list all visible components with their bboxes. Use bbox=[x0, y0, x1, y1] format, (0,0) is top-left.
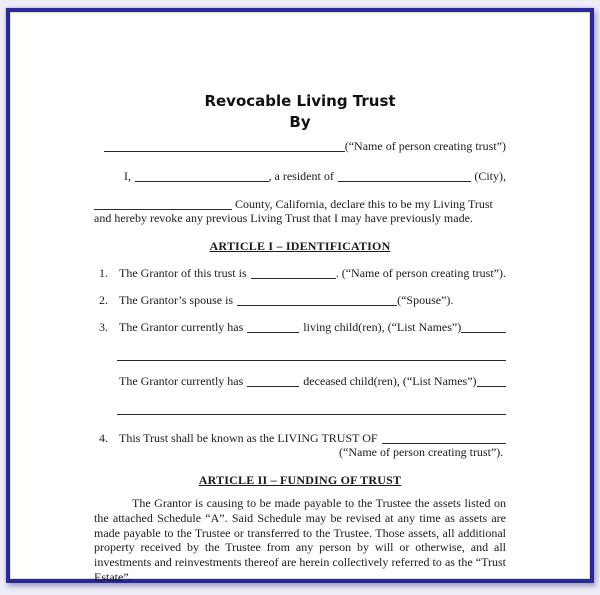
item-2-spouse-blank bbox=[237, 294, 397, 306]
item-1-label: . (“Name of person creating trust”). bbox=[335, 266, 506, 280]
item-3-label: living child(ren), (“List Names”) bbox=[303, 320, 462, 334]
county-text: County, California, declare this to be my Living Trust bbox=[235, 197, 493, 211]
item-2-text: The Grantor’s spouse is bbox=[119, 293, 234, 307]
item-3-text: The Grantor currently has bbox=[119, 320, 244, 334]
article2-heading: ARTICLE II – FUNDING OF TRUST bbox=[198, 473, 402, 487]
city-label: (City), bbox=[474, 169, 507, 183]
item-4-text: This Trust shall be known as the LIVING TRUST OF bbox=[119, 431, 378, 445]
item-3 bbox=[99, 320, 506, 334]
item-3b bbox=[99, 374, 506, 388]
grantor-name-line bbox=[94, 139, 506, 153]
declarant-i-text: I, bbox=[124, 169, 131, 183]
document-title bbox=[94, 91, 506, 133]
declarant-name-blank bbox=[135, 170, 269, 182]
county-line bbox=[94, 197, 506, 211]
revoke-line: and hereby revoke any previous Living Trust that I may have previously made. bbox=[94, 211, 473, 225]
item-1-text: The Grantor of this trust is bbox=[119, 266, 247, 280]
item-3b-label: deceased child(ren), (“List Names”) bbox=[303, 374, 477, 388]
declarant-line bbox=[94, 169, 506, 183]
item-3b-names-blank bbox=[477, 375, 506, 387]
grantor-name-blank bbox=[104, 140, 345, 152]
item-4-number: 4. bbox=[99, 431, 108, 445]
city-blank bbox=[338, 170, 472, 182]
trust-document-page bbox=[10, 12, 590, 584]
item-2-label: (“Spouse”). bbox=[397, 293, 454, 307]
county-blank bbox=[94, 198, 232, 210]
grantor-name-label: (“Name of person creating trust”) bbox=[344, 139, 506, 153]
title-line-2: By bbox=[289, 113, 311, 131]
item-3-count-blank bbox=[247, 321, 299, 333]
deceased-children-names-line bbox=[117, 414, 506, 415]
item-4 bbox=[99, 431, 506, 445]
item-4-trust-name-blank bbox=[382, 432, 506, 444]
document-frame bbox=[6, 8, 594, 583]
item-2-number: 2. bbox=[99, 293, 108, 307]
item-2 bbox=[99, 293, 506, 307]
item-1-number: 1. bbox=[99, 266, 108, 280]
resident-of-text: , a resident of bbox=[268, 169, 334, 183]
item-4-caption: (“Name of person creating trust”). bbox=[339, 445, 504, 459]
item-3b-text: The Grantor currently has bbox=[119, 374, 244, 388]
article1-items bbox=[94, 266, 506, 459]
article2-body: The Grantor is causing to be made payable to the Trustee the assets listed on the attached Schedule “A”. Said Schedule may be revised at any time as assets are made payable to the Trustee or transferred to the Trustee. Those assets, all additional property received by the Trustee from any person by will or otherwise, and all investments and reinvestments thereof are herein collectively referred to as the “Trust Estate”. bbox=[94, 496, 506, 584]
article1-heading: ARTICLE I – IDENTIFICATION bbox=[209, 239, 391, 253]
item-1-name-blank bbox=[251, 267, 336, 279]
living-children-names-line bbox=[117, 360, 506, 361]
item-3b-count-blank bbox=[247, 375, 299, 387]
item-3-names-blank bbox=[461, 321, 506, 333]
item-3-number: 3. bbox=[99, 320, 108, 334]
title-line-1: Revocable Living Trust bbox=[204, 92, 396, 110]
item-1 bbox=[99, 266, 506, 280]
